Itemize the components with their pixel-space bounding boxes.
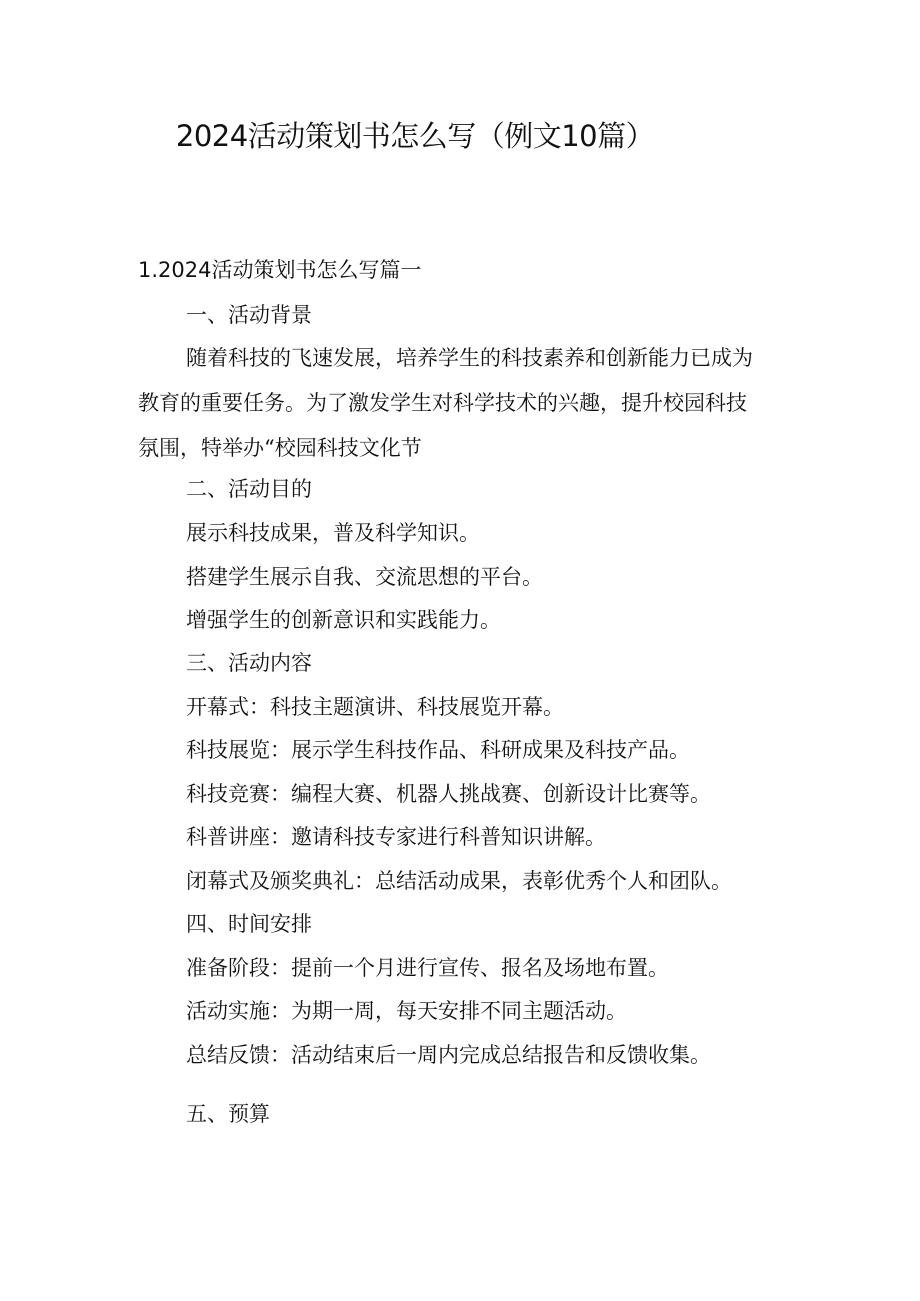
schedule-item: 准备阶段：提前一个月进行宣传、报名及场地布置。 [186, 956, 669, 980]
heading-purpose: 二、活动目的 [186, 477, 312, 501]
heading-schedule: 四、时间安排 [186, 912, 312, 936]
heading-content: 三、活动内容 [186, 651, 312, 675]
schedule-item: 活动实施：为期一周，每天安排不同主题活动。 [186, 999, 627, 1023]
paragraph-line: 随着科技的飞速发展，培养学生的科技素养和创新能力已成为 [186, 346, 753, 370]
content-item: 科技竞赛：编程大赛、机器人挑战赛、创新设计比赛等。 [186, 782, 711, 806]
background-paragraph [138, 343, 788, 478]
purpose-item: 展示科技成果，普及科学知识。 [186, 521, 480, 545]
document-title: 2024活动策划书怎么写（例文10篇） [175, 119, 655, 153]
content-item: 开幕式：科技主题演讲、科技展览开幕。 [186, 695, 564, 719]
schedule-item: 总结反馈：活动结束后一周内完成总结报告和反馈收集。 [186, 1043, 711, 1067]
heading-budget: 五、预算 [186, 1102, 270, 1126]
purpose-item: 搭建学生展示自我、交流思想的平台。 [186, 565, 543, 589]
paragraph-line: 教育的重要任务。为了激发学生对科学技术的兴趣，提升校园科技 [138, 391, 747, 415]
content-item: 闭幕式及颁奖典礼：总结活动成果，表彰优秀个人和团队。 [186, 869, 732, 893]
purpose-item: 增强学生的创新意识和实践能力。 [186, 608, 501, 632]
section-title: 1.2024活动策划书怎么写篇一 [138, 258, 422, 282]
paragraph-line: 氛围，特举办“校园科技文化节 [138, 436, 422, 460]
content-item: 科技展览：展示学生科技作品、科研成果及科技产品。 [186, 738, 690, 762]
heading-background: 一、活动背景 [186, 303, 312, 327]
content-item: 科普讲座：邀请科技专家进行科普知识讲解。 [186, 825, 606, 849]
